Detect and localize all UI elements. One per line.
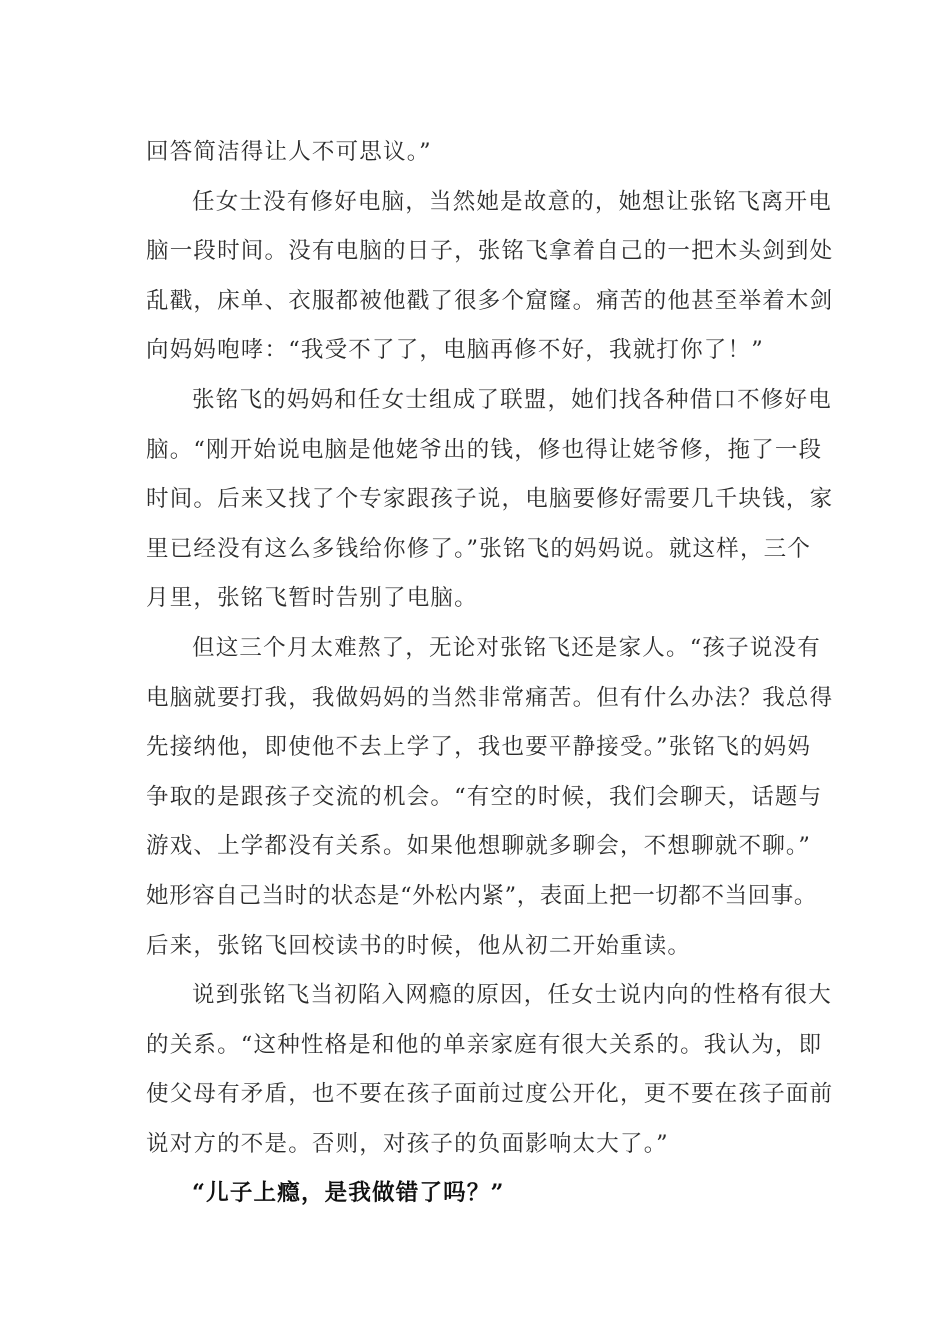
- text-line: 游戏、上学都没有关系。如果他想聊就多聊会，不想聊就不聊。”: [146, 833, 812, 860]
- paragraph-start-line: 说到张铭飞当初陷入网瘾的原因，任女士说内向的性格有很大: [192, 982, 832, 1009]
- text-line: 回答简洁得让人不可思议。”: [146, 139, 432, 165]
- text-line: 她形容自己当时的状态是“外松内紧”，表面上把一切都不当回事。: [146, 882, 818, 909]
- section-heading: “儿子上瘾，是我做错了吗？”: [192, 1180, 505, 1207]
- text-line: 争取的是跟孩子交流的机会。“有空的时候，我们会聊天，话题与: [146, 783, 823, 810]
- text-line: 向妈妈咆哮：“我受不了了，电脑再修不好，我就打你了！”: [146, 337, 764, 364]
- text-line: 月里，张铭飞暂时告别了电脑。: [146, 585, 478, 612]
- article-body: [146, 128, 834, 1219]
- text-line: 后来，张铭飞回校读书的时候，他从初二开始重读。: [146, 932, 692, 959]
- text-line: 说对方的不是。否则，对孩子的负面影响太大了。”: [146, 1130, 669, 1157]
- paragraph-start-line: 任女士没有修好电脑，当然她是故意的，她想让张铭飞离开电: [192, 188, 832, 215]
- text-line: 电脑就要打我，我做妈妈的当然非常痛苦。但有什么办法？我总得: [146, 684, 834, 711]
- text-line: 先接纳他，即使他不去上学了，我也要平静接受。”张铭飞的妈妈: [146, 734, 812, 761]
- text-line: 里已经没有这么多钱给你修了。”张铭飞的妈妈说。就这样，三个: [146, 535, 812, 562]
- text-line: 脑。“刚开始说电脑是他姥爷出的钱，修也得让姥爷修，拖了一段: [146, 436, 823, 463]
- text-line: 乱戳，床单、衣服都被他戳了很多个窟窿。痛苦的他甚至举着木剑: [146, 287, 834, 314]
- text-line: 脑一段时间。没有电脑的日子，张铭飞拿着自己的一把木头剑到处: [146, 238, 834, 265]
- text-line: 的关系。“这种性格是和他的单亲家庭有很大关系的。我认为，即: [146, 1031, 823, 1058]
- paragraph-start-line: 张铭飞的妈妈和任女士组成了联盟，她们找各种借口不修好电: [192, 386, 832, 413]
- text-line: 时间。后来又找了个专家跟孩子说，电脑要修好需要几千块钱，家: [146, 486, 834, 513]
- paragraph-start-line: 但这三个月太难熬了，无论对张铭飞还是家人。“孩子说没有: [192, 634, 821, 661]
- text-line: 使父母有矛盾，也不要在孩子面前过度公开化，更不要在孩子面前: [146, 1081, 834, 1108]
